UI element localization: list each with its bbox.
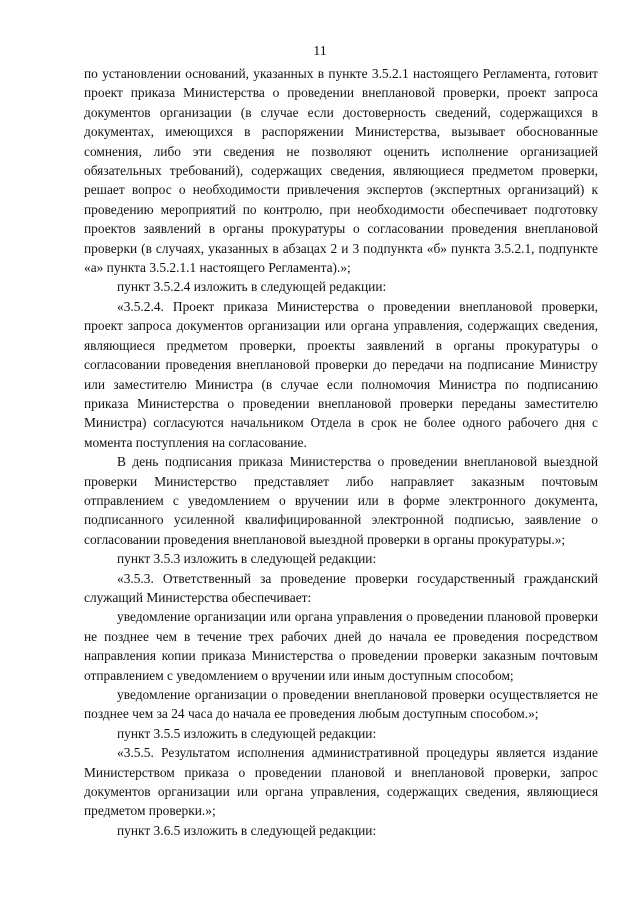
paragraph-3-5-2-4-text: «3.5.2.4. Проект приказа Министерства о проведении внеплановой проверки, проект запроса документов организации или органа управления, содержащих сведения, являющиеся предметом проверки, проекты заявлений в органы прокуратуры о согласовании проведения внеплановой проверки до передачи на подписание Министру или заместителю Министра (в случае если полномочия Министра по подписанию приказа Министерства о проведении внеплановой проверки переданы заместителю Министра) согласуются начальником Отдела в срок не более одного рабочего дня с момента поступления на согласование. bbox=[84, 298, 598, 450]
paragraph-3-5-2-4-second: В день подписания приказа Министерства о проведении внеплановой выездной проверки Министерство представляет либо направляет заказным почтовым отправлением с уведомлением о вручении или в форме электронного документа, подписанного усиленной квалифицированной электронной подписью, заявление о согласовании проведения внеплановой выездной проверки в органы прокуратуры.»; bbox=[84, 454, 598, 547]
paragraph-amendment-3-5-2-4-intro: пункт 3.5.2.4 изложить в следующей редакции: bbox=[117, 279, 387, 295]
document-body bbox=[84, 64, 598, 840]
paragraph-3-5-3-text: «3.5.3. Ответственный за проведение проверки государственный гражданский служащий Министерства обеспечивает: bbox=[84, 570, 598, 605]
paragraph-amendment-3-6-5-intro: пункт 3.6.5 изложить в следующей редакции: bbox=[117, 822, 377, 838]
page-number: 11 bbox=[313, 44, 327, 59]
paragraph-continuation: по установлении оснований, указанных в пункте 3.5.2.1 настоящего Регламента, готовит проект приказа Министерства о проведении внеплановой проверки, проект запроса документов организации (в случае если достоверность сведений, содержащихся в документах, имеющихся в распоряжении Министерства, вызывает обоснованные сомнения, либо эти сведения не позволяют оценить исполнение организацией обязательных требований), содержащих сведения, являющиеся предметом проверки, решает вопрос о необходимости привлечения экспертов (экспертных организаций) к проведению мероприятий по контролю, при необходимости обеспечивает подготовку проектов заявлений в органы прокуратуры о согласовании проведения внеплановой проверки (в случаях, указанных в абзацах 2 и 3 подпункта «б» пункта 3.5.2.1, подпункте «а» пункта 3.5.2.1.1 настоящего Регламента).»; bbox=[84, 66, 598, 276]
paragraph-3-5-5-text: «3.5.5. Результатом исполнения административной процедуры является издание Министерством приказа о проведении плановой и внеплановой проверки, запрос документов организации или органа управления, содержащих сведения, являющиеся предметом проверки.»; bbox=[84, 745, 598, 819]
paragraph-amendment-3-5-5-intro: пункт 3.5.5 изложить в следующей редакции: bbox=[117, 725, 377, 741]
paragraph-planned-check-notice: уведомление организации или органа управления о проведении плановой проверки не позднее чем в течение трех рабочих дней до начала ее проведения посредством направления копии приказа Министерства о проведении проверки заказным почтовым отправлением с уведомлением о вручении или иным доступным способом; bbox=[84, 609, 598, 683]
paragraph-unplanned-check-notice: уведомление организации о проведении внеплановой проверки осуществляется не позднее чем за 24 часа до начала ее проведения любым доступным способом.»; bbox=[84, 687, 598, 722]
paragraph-amendment-3-5-3-intro: пункт 3.5.3 изложить в следующей редакции: bbox=[117, 551, 377, 567]
